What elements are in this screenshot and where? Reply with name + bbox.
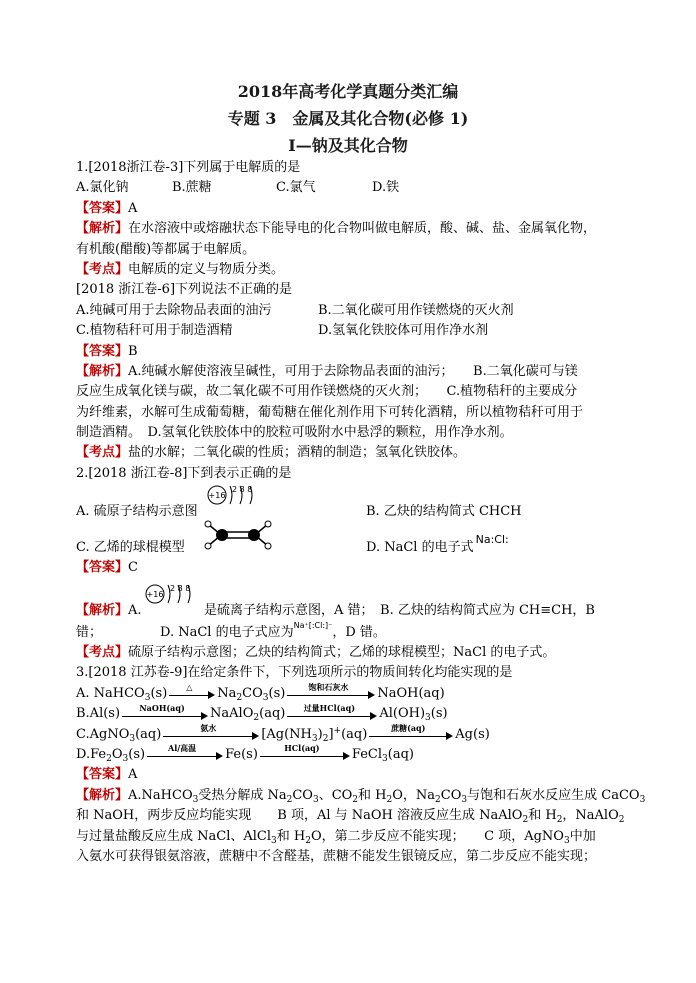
reaction-arrow: HCl(aq) <box>260 747 350 761</box>
ion-shells: 2 8 8 <box>170 583 191 593</box>
reaction-arrow: 氨水 <box>163 727 259 741</box>
ion-nucleus: +16 <box>146 589 164 599</box>
option-c: C.AgNO$_3$(aq) 氨水 $[Ag(NH_3)_2]^+(aq)$ 蔗糖(aq) Ag(s) <box>76 723 490 744</box>
analysis-line: 有机酸(醋酸)等都属于电解质。 <box>76 241 256 257</box>
analysis-line <box>76 219 621 239</box>
option-d: D.氢氧化铁胶体可用作净水剂 <box>318 323 489 339</box>
option-row <box>76 484 621 522</box>
analysis-line: 与过量盐酸反应生成 NaCl、AlCl$_3$和 $H_2O$，第二步反应不能实现； C 项，AgNO$_3$中加 <box>76 828 596 846</box>
analysis-text: 是硫离子结构示意图，A 错； B. 乙炔的结构简式应为 CH≡CH，B <box>204 602 595 618</box>
answer-line <box>76 558 621 578</box>
option-b: B. 乙炔的结构简式 CHCH <box>366 504 522 520</box>
analysis-tag: 【解析】 <box>76 221 129 237</box>
answer-line <box>76 199 621 219</box>
answer-line <box>76 765 621 785</box>
option-b: B.Al(s) NaOH(aq) NaAlO$_2$(aq) 过量HCl(aq) $Al(OH)_3(s)$ <box>76 702 448 724</box>
sulfur-ion-diagram <box>144 581 204 607</box>
question-stem: 1.[2018浙江卷-3]下列属于电解质的是 <box>76 160 301 175</box>
analysis-line: 和 NaOH，两步反应均能实现 B 项，Al 与 NaOH 溶液反应生成 NaAlO$_2$和 $H_2$，NaAlO$_2$ <box>76 808 625 826</box>
option-d: D.铁 <box>372 180 400 196</box>
question-stem: 2.[2018 浙江卷-8]下到表示正确的是 <box>76 465 292 481</box>
analysis-line: 错； D. NaCl 的电子式应为$^{Na^+[:Cl:]^-}$，D 错。 <box>76 620 386 640</box>
option-d: $D.Fe_2O_3(s)$ Al/高温 Fe(s) HCl(aq) FeCl$_3$(aq) <box>76 743 414 764</box>
option-a: A.纯碱可用于去除物品表面的油污 <box>76 302 272 318</box>
analysis-line <box>76 362 621 382</box>
option-row <box>76 321 621 341</box>
reaction-arrow: NaOH(aq) <box>122 707 208 721</box>
question-stem: 3.[2018 江苏卷-9]在给定条件下，下列选项所示的物质间转化均能实现的是 <box>76 665 513 681</box>
point-line <box>76 443 621 463</box>
answer-tag: 【答案】 <box>76 767 129 783</box>
analysis-tag: 【解析】 <box>76 787 129 803</box>
option-a: A. NaHCO$_3$(s) △ $Na_2CO_3(s)$ 饱和石灰水 NaOH(aq) <box>76 682 445 703</box>
option-c: C.植物秸秆可用于制造酒精 <box>76 323 233 339</box>
document-body <box>76 158 646 867</box>
analysis-text: A.纯碱水解使溶液呈碱性，可用于去除物品表面的油污； B.二氧化碳可与镁 <box>128 363 578 379</box>
analysis-line <box>76 579 621 623</box>
option-a: A. 硫原子结构示意图 <box>76 504 198 520</box>
section-title: 专题 3 金属及其化合物(必修 1) <box>227 109 469 128</box>
answer-tag: 【答案】 <box>76 560 129 576</box>
analysis-line: 制造酒精。 D.氢氧化铁胶体中的胶粒可吸附水中悬浮的颗粒，用作净水剂。 <box>76 425 513 441</box>
sulfur-atom-diagram <box>206 482 266 508</box>
analysis-line: 为纤维素，水解可生成葡萄糖，葡萄糖在催化剂作用下可转化酒精，所以植物秸秆可用于 <box>76 404 584 420</box>
analysis-line: 【解析】A.NaHCO$_3$受热分解成 $Na_2CO_3$、$CO_2$和 $H_2O$，$Na_2CO_3$与饱和石灰水反应生成 CaCO$_3$ <box>76 787 646 805</box>
option-b: B.二氧化碳可用作镁燃烧的灭火剂 <box>318 302 514 318</box>
option-b: B.蔗糖 <box>172 180 212 196</box>
question-stem: [2018 浙江卷-6]下列说法不正确的是 <box>76 282 293 298</box>
point-text: 盐的水解；二氧化碳的性质；酒精的制造；氢氧化铁胶体。 <box>128 445 467 461</box>
answer-value: C <box>128 560 138 576</box>
option-row <box>76 522 621 558</box>
option-row <box>76 178 621 198</box>
point-tag: 【考点】 <box>76 645 129 661</box>
option-d: D. NaCl 的电子式$^{Na:Cl:}$ <box>366 533 509 556</box>
analysis-line: 入氨水可获得银氨溶液，蔗糖中不含醛基，蔗糖不能发生银镜反应，第二步反应不能实现； <box>76 848 597 864</box>
analysis-line: 反应生成氧化镁与碳，故二氧化碳不可用作镁燃烧的灭火剂； C.植物秸秆的主要成分 <box>76 384 578 400</box>
point-line <box>76 643 621 663</box>
analysis-text: 在水溶液中或熔融状态下能导电的化合物叫做电解质，酸、碱、盐、金属氧化物， <box>128 221 597 237</box>
point-tag: 【考点】 <box>76 445 129 461</box>
point-text: 硫原子结构示意图；乙炔的结构简式；乙烯的球棍模型；NaCl 的电子式。 <box>128 645 556 661</box>
reaction-arrow: Al/高温 <box>147 747 223 761</box>
atom-nucleus: +16 <box>208 491 226 501</box>
answer-value: A <box>128 767 138 783</box>
answer-tag: 【答案】 <box>76 200 129 216</box>
point-line <box>76 260 621 280</box>
option-a: A.氯化钠 <box>76 180 129 196</box>
reaction-arrow: △ <box>169 686 215 700</box>
reaction-arrow: 饱和石灰水 <box>287 686 375 700</box>
option-row <box>76 301 621 321</box>
option-c: C. 乙烯的球棍模型 <box>76 540 185 556</box>
reaction-arrow: 过量HCl(aq) <box>287 707 377 721</box>
title-block <box>0 78 696 159</box>
ethylene-ball-stick-icon <box>202 520 274 550</box>
point-tag: 【考点】 <box>76 261 129 277</box>
subsection-title: Ⅰ—钠及其化合物 <box>288 136 408 155</box>
option-c: C.氯气 <box>276 180 316 196</box>
nacl-correct-formula: Na⁺[:Cl:]⁻ <box>293 620 333 630</box>
answer-line <box>76 342 621 362</box>
nacl-electron-formula: Na:Cl: <box>475 533 509 547</box>
answer-value: A <box>128 200 138 216</box>
reaction-arrow: 蔗糖(aq) <box>369 727 453 741</box>
point-text: 电解质的定义与物质分类。 <box>128 261 285 277</box>
atom-shells: 2 8 8 <box>232 485 253 495</box>
analysis-tag: 【解析】 <box>76 363 129 379</box>
page-title: 2018年高考化学真题分类汇编 <box>237 82 459 101</box>
analysis-text: 【解析】A. <box>76 602 142 618</box>
answer-value: B <box>128 343 138 359</box>
answer-tag: 【答案】 <box>76 343 129 359</box>
